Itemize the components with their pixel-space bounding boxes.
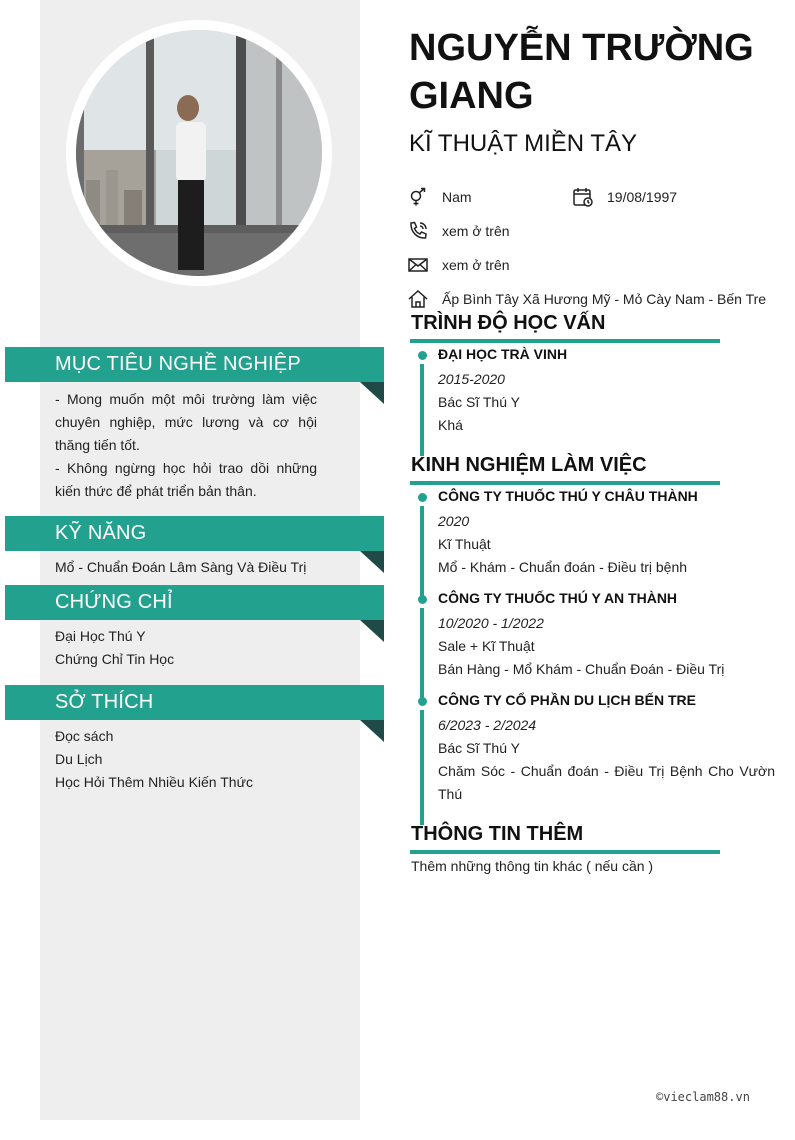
timeline-bar: [420, 364, 424, 456]
email-icon: [407, 254, 429, 276]
ribbon-fold: [360, 551, 384, 573]
entry-detail: Khá: [438, 417, 463, 433]
entry-detail: Bán Hàng - Mổ Khám - Chuẩn Đoán - Điều Trị: [438, 661, 725, 677]
gender-row: [407, 185, 472, 209]
job-title: KĨ THUẬT MIỀN TÂY: [409, 130, 638, 157]
ribbon-fold: [360, 382, 384, 404]
birthdate-value: 19/08/1997: [607, 189, 678, 205]
email-row: [407, 253, 510, 277]
bullet-dot: [418, 595, 427, 604]
additional-info-text: Thêm những thông tin khác ( nếu cần ): [411, 858, 654, 874]
entry-role: Bác Sĩ Thú Y: [438, 740, 520, 756]
profile-photo: [76, 30, 322, 276]
timeline-bar: [420, 506, 424, 598]
gender-icon: [407, 186, 429, 208]
objective-line: - Mong muốn một môi trường làm việc chuyên nghiệp, mức lương và cơ hội thăng tiến tốt.: [55, 391, 317, 453]
calendar-icon: [572, 186, 594, 208]
watermark: ©vieclam88.vn: [656, 1090, 750, 1104]
entry-period: 10/2020 - 1/2022: [438, 615, 544, 631]
timeline-bar: [420, 608, 424, 700]
objective-line: - Không ngừng học hỏi trao dồi những kiến thức để phát triển bản thân.: [55, 460, 317, 499]
ribbon-fold: [360, 620, 384, 642]
education-title: TRÌNH ĐỘ HỌC VẤN: [411, 312, 606, 334]
gender-value: Nam: [442, 189, 472, 205]
skills-title: KỸ NĂNG: [55, 522, 147, 544]
hobby-item: Học Hỏi Thêm Nhiều Kiến Thức: [55, 774, 253, 790]
phone-row: [407, 219, 510, 243]
birthdate-row: [572, 185, 677, 209]
hobbies-header: [5, 685, 384, 720]
home-icon: [407, 288, 429, 310]
address-value: Ấp Bình Tây Xã Hương Mỹ - Mỏ Cày Nam - Bến Tre: [442, 291, 767, 307]
certificate-item: Chứng Chỉ Tin Học: [55, 651, 175, 667]
entry-period: 6/2023 - 2/2024: [438, 717, 537, 733]
timeline-bar: [420, 710, 424, 825]
entry-detail: Mổ - Khám - Chuẩn đoán - Điều trị bệnh: [438, 559, 688, 575]
experience-title: KINH NGHIỆM LÀM VIỆC: [411, 454, 647, 476]
entry-org: ĐẠI HỌC TRÀ VINH: [438, 346, 568, 362]
career-objective-header: [5, 347, 384, 382]
entry-detail: Chăm Sóc - Chuẩn đoán - Điều Trị Bệnh Cho Vườn Thú: [438, 763, 775, 802]
full-name: NGUYỄN TRƯỜNG GIANG: [409, 27, 754, 117]
entry-org: CÔNG TY THUỐC THÚ Y AN THÀNH: [438, 590, 678, 606]
bullet-dot: [418, 351, 427, 360]
email-value: xem ở trên: [442, 257, 510, 273]
entry-role: Sale + Kĩ Thuật: [438, 638, 535, 654]
entry-role: Bác Sĩ Thú Y: [438, 394, 520, 410]
additional-info-title: THÔNG TIN THÊM: [411, 823, 584, 845]
bullet-dot: [418, 493, 427, 502]
skills-list: [55, 556, 317, 579]
certificates-list: [55, 625, 317, 671]
address-row: [407, 287, 766, 311]
certificates-header: [5, 585, 384, 620]
career-objective-text: [55, 388, 317, 503]
hobbies-list: [55, 725, 317, 794]
section-divider: [410, 339, 720, 343]
career-objective-title: MỤC TIÊU NGHỀ NGHIỆP: [55, 353, 301, 375]
entry-org: CÔNG TY THUỐC THÚ Y CHÂU THÀNH: [438, 488, 698, 504]
bullet-dot: [418, 697, 427, 706]
certificate-item: Đại Học Thú Y: [55, 628, 146, 644]
section-divider: [410, 481, 720, 485]
avatar: [66, 20, 332, 286]
hobby-item: Du Lịch: [55, 751, 103, 767]
skill-item: Mổ - Chuẩn Đoán Lâm Sàng Và Điều Trị: [55, 559, 307, 575]
phone-value: xem ở trên: [442, 223, 510, 239]
entry-period: 2020: [438, 513, 470, 529]
hobbies-title: SỞ THÍCH: [55, 691, 154, 713]
entry-period: 2015-2020: [438, 371, 505, 387]
section-divider: [410, 850, 720, 854]
entry-org: CÔNG TY CỔ PHẦN DU LỊCH BẾN TRE: [438, 692, 696, 708]
entry-role: Kĩ Thuật: [438, 536, 491, 552]
certificates-title: CHỨNG CHỈ: [55, 591, 173, 613]
ribbon-fold: [360, 720, 384, 742]
skills-header: [5, 516, 384, 551]
phone-icon: [407, 220, 429, 242]
hobby-item: Đọc sách: [55, 728, 114, 744]
